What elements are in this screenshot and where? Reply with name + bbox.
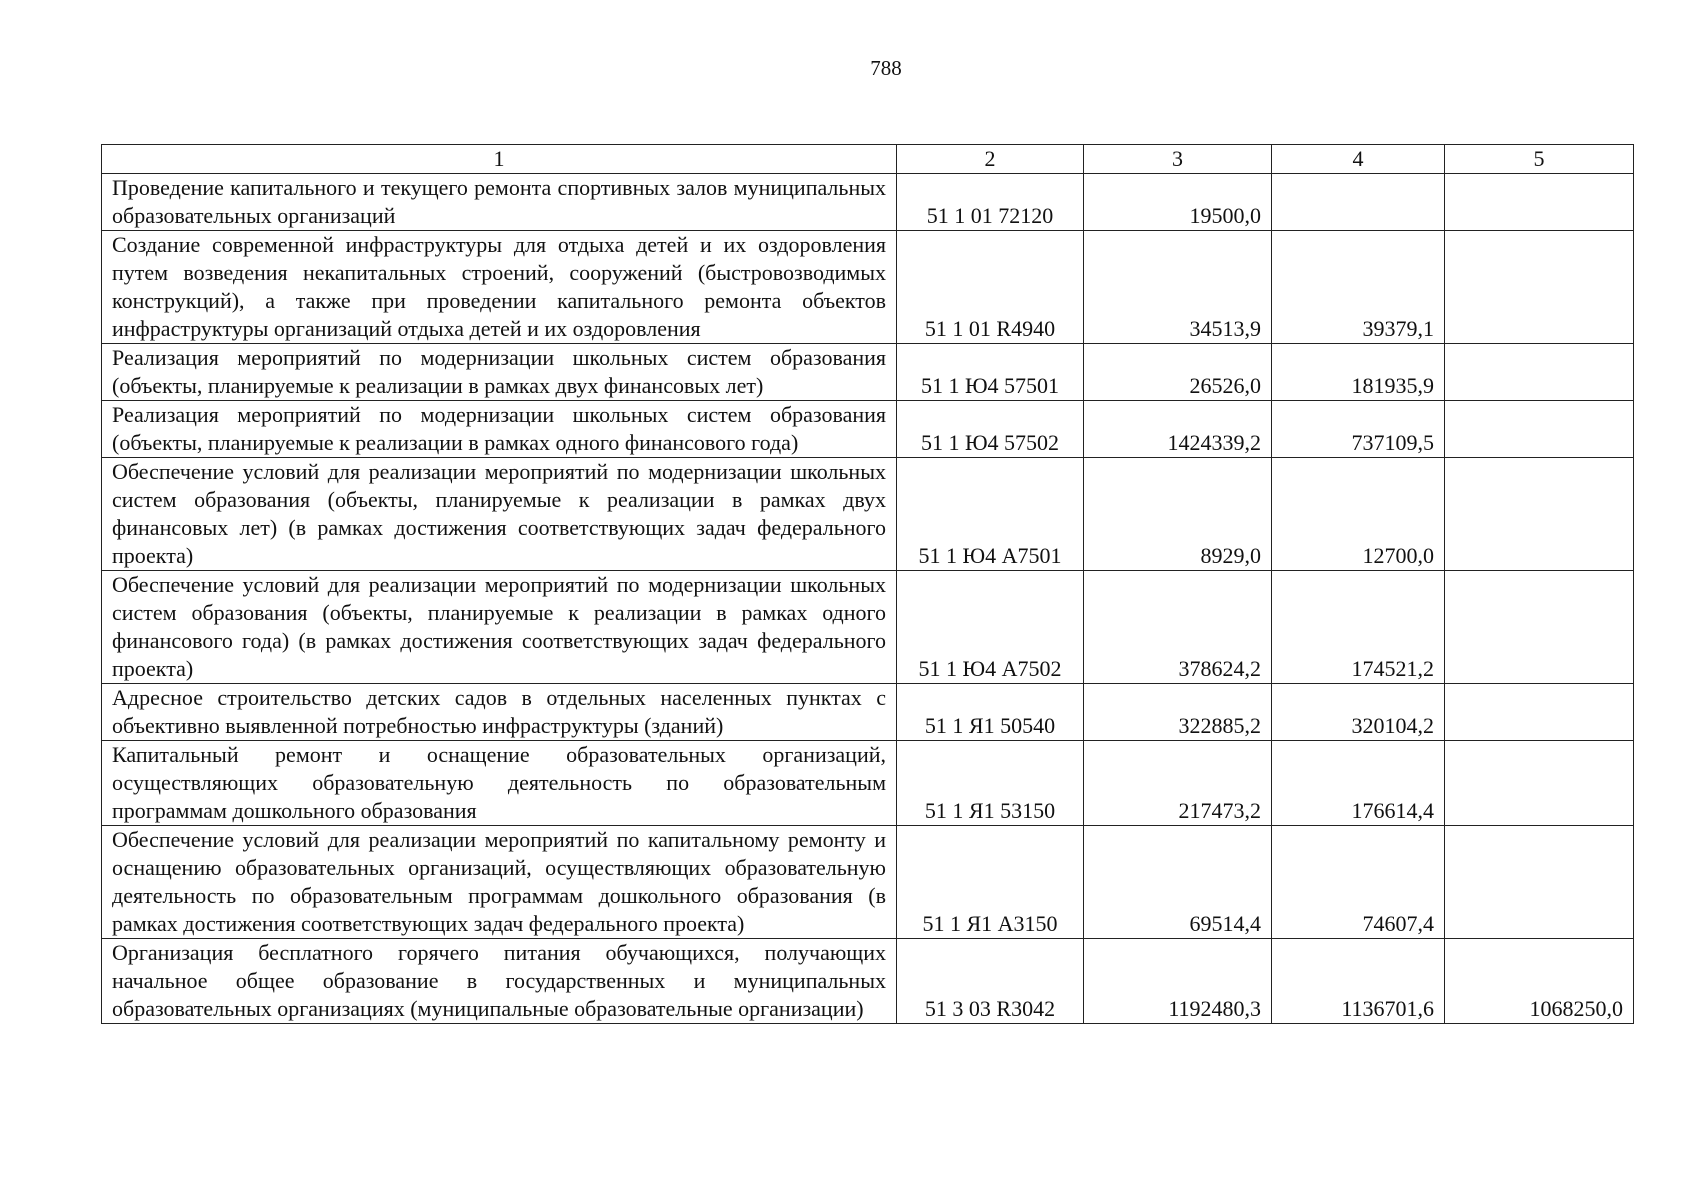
header-row bbox=[102, 145, 1634, 174]
row-code: 51 1 01 R4940 bbox=[897, 231, 1084, 344]
row-value-col4: 737109,5 bbox=[1272, 401, 1445, 458]
row-value-col3: 34513,9 bbox=[1084, 231, 1272, 344]
row-value-col5 bbox=[1445, 174, 1634, 231]
row-code: 51 1 Я1 53150 bbox=[897, 741, 1084, 826]
row-value-col5 bbox=[1445, 458, 1634, 571]
row-value-col4: 174521,2 bbox=[1272, 571, 1445, 684]
row-code: 51 3 03 R3042 bbox=[897, 939, 1084, 1024]
row-value-col5 bbox=[1445, 231, 1634, 344]
row-code: 51 1 01 72120 bbox=[897, 174, 1084, 231]
row-value-col4: 181935,9 bbox=[1272, 344, 1445, 401]
table-row bbox=[102, 571, 1634, 684]
table-row bbox=[102, 826, 1634, 939]
table-row bbox=[102, 684, 1634, 741]
row-value-col3: 378624,2 bbox=[1084, 571, 1272, 684]
row-code: 51 1 Я1 A3150 bbox=[897, 826, 1084, 939]
column-header-5: 5 bbox=[1445, 145, 1634, 174]
column-header-1: 1 bbox=[102, 145, 897, 174]
row-description: Обеспечение условий для реализации мероприятий по модернизации школьных систем образования (объекты, планируемые к реализации в рамках двух финансовых лет) (в рамках достижения соответствующих задач федерального проекта) bbox=[102, 458, 897, 571]
row-value-col4: 39379,1 bbox=[1272, 231, 1445, 344]
row-value-col3: 19500,0 bbox=[1084, 174, 1272, 231]
column-header-2: 2 bbox=[897, 145, 1084, 174]
table-row bbox=[102, 741, 1634, 826]
row-value-col4: 74607,4 bbox=[1272, 826, 1445, 939]
column-header-4: 4 bbox=[1272, 145, 1445, 174]
row-value-col4: 320104,2 bbox=[1272, 684, 1445, 741]
row-value-col3: 8929,0 bbox=[1084, 458, 1272, 571]
table-row bbox=[102, 939, 1634, 1024]
table-row bbox=[102, 458, 1634, 571]
row-description: Организация бесплатного горячего питания обучающихся, получающих начальное общее образование в государственных и муниципальных образовательных организациях (муниципальные образовательные организации) bbox=[102, 939, 897, 1024]
row-code: 51 1 Ю4 A7502 bbox=[897, 571, 1084, 684]
row-description: Проведение капитального и текущего ремонта спортивных залов муниципальных образовательных организаций bbox=[102, 174, 897, 231]
row-code: 51 1 Ю4 57502 bbox=[897, 401, 1084, 458]
budget-table bbox=[101, 144, 1634, 1024]
row-value-col5 bbox=[1445, 571, 1634, 684]
row-code: 51 1 Ю4 57501 bbox=[897, 344, 1084, 401]
table-row bbox=[102, 401, 1634, 458]
row-description: Обеспечение условий для реализации мероприятий по модернизации школьных систем образования (объекты, планируемые к реализации в рамках одного финансового года) (в рамках достижения соответствующих задач федерального проекта) bbox=[102, 571, 897, 684]
row-value-col5: 1068250,0 bbox=[1445, 939, 1634, 1024]
row-value-col4: 176614,4 bbox=[1272, 741, 1445, 826]
row-value-col3: 69514,4 bbox=[1084, 826, 1272, 939]
row-value-col4 bbox=[1272, 174, 1445, 231]
row-code: 51 1 Ю4 A7501 bbox=[897, 458, 1084, 571]
row-value-col5 bbox=[1445, 741, 1634, 826]
row-value-col4: 12700,0 bbox=[1272, 458, 1445, 571]
row-description: Реализация мероприятий по модернизации школьных систем образования (объекты, планируемые к реализации в рамках двух финансовых лет) bbox=[102, 344, 897, 401]
row-value-col5 bbox=[1445, 344, 1634, 401]
table-row bbox=[102, 344, 1634, 401]
row-value-col3: 1424339,2 bbox=[1084, 401, 1272, 458]
column-header-3: 3 bbox=[1084, 145, 1272, 174]
row-value-col5 bbox=[1445, 826, 1634, 939]
row-value-col3: 322885,2 bbox=[1084, 684, 1272, 741]
row-value-col3: 217473,2 bbox=[1084, 741, 1272, 826]
row-description: Реализация мероприятий по модернизации школьных систем образования (объекты, планируемые к реализации в рамках одного финансового года) bbox=[102, 401, 897, 458]
table-row bbox=[102, 231, 1634, 344]
page-number: 788 bbox=[870, 56, 902, 80]
row-value-col3: 1192480,3 bbox=[1084, 939, 1272, 1024]
table-row bbox=[102, 174, 1634, 231]
row-value-col4: 1136701,6 bbox=[1272, 939, 1445, 1024]
row-value-col5 bbox=[1445, 684, 1634, 741]
row-description: Капитальный ремонт и оснащение образовательных организаций, осуществляющих образовательную деятельность по образовательным программам дошкольного образования bbox=[102, 741, 897, 826]
row-description: Обеспечение условий для реализации мероприятий по капитальному ремонту и оснащению образовательных организаций, осуществляющих образовательную деятельность по образовательным программам дошкольного образования (в рамках достижения соответствующих задач федерального проекта) bbox=[102, 826, 897, 939]
row-value-col3: 26526,0 bbox=[1084, 344, 1272, 401]
row-value-col5 bbox=[1445, 401, 1634, 458]
row-description: Создание современной инфраструктуры для отдыха детей и их оздоровления путем возведения некапитальных строений, сооружений (быстровозводимых конструкций), а также при проведении капитального ремонта объектов инфраструктуры организаций отдыха детей и их оздоровления bbox=[102, 231, 897, 344]
row-code: 51 1 Я1 50540 bbox=[897, 684, 1084, 741]
row-description: Адресное строительство детских садов в отдельных населенных пунктах с объективно выявленной потребностью инфраструктуры (зданий) bbox=[102, 684, 897, 741]
